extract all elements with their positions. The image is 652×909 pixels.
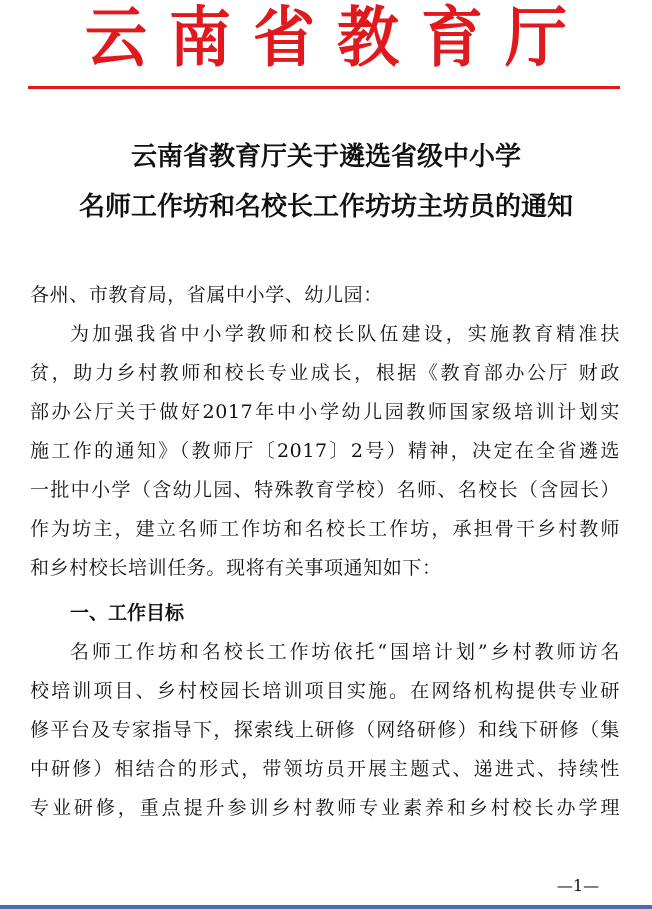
- red-divider: [28, 86, 620, 89]
- paragraph-line: 修平台及专家指导下，探索线上研修（网络研修）和线下研修（集: [30, 719, 620, 741]
- paragraph-line: 校培训项目、乡村校园长培训项目实施。在网络机构提供专业研: [30, 680, 620, 702]
- salutation: 各州、市教育局，省属中小学、幼儿园：: [30, 284, 383, 306]
- page-number: —1—: [556, 876, 600, 895]
- paragraph-line: 一批中小学（含幼儿园、特殊教育学校）名师、名校长（含园长）: [30, 479, 620, 501]
- document-title-line-2: 名师工作坊和名校长工作坊坊主坊员的通知: [78, 192, 573, 222]
- paragraph-line: 为加强我省中小学教师和校长队伍建设，实施教育精准扶: [70, 323, 620, 345]
- bottom-border: [0, 905, 652, 909]
- paragraph-line: 部办公厅关于做好2017年中小学幼儿园教师国家级培训计划实: [30, 401, 620, 423]
- paragraph-line: 和乡村校长培训任务。现将有关事项通知如下：: [30, 557, 442, 579]
- document-title-line-1: 云南省教育厅关于遴选省级中小学: [130, 142, 521, 172]
- paragraph-line: 施工作的通知》（教师厅〔2017〕2号）精神，决定在全省遴选: [30, 440, 620, 462]
- paragraph-line: 贫，助力乡村教师和校长专业成长，根据《教育部办公厅 财政: [30, 362, 620, 384]
- paragraph-line: 专业研修，重点提升参训乡村教师专业素养和乡村校长办学理: [30, 797, 620, 819]
- paragraph-line: 中研修）相结合的形式，带领坊员开展主题式、递进式、持续性: [30, 758, 620, 780]
- masthead-title: 云南省教育厅: [84, 0, 589, 76]
- paragraph-line: 作为坊主，建立名师工作坊和名校长工作坊，承担骨干乡村教师: [30, 518, 620, 540]
- section-heading-work-goals: 一、工作目标: [70, 602, 185, 624]
- paragraph-line: 名师工作坊和名校长工作坊依托“国培计划”乡村教师访名: [70, 641, 620, 663]
